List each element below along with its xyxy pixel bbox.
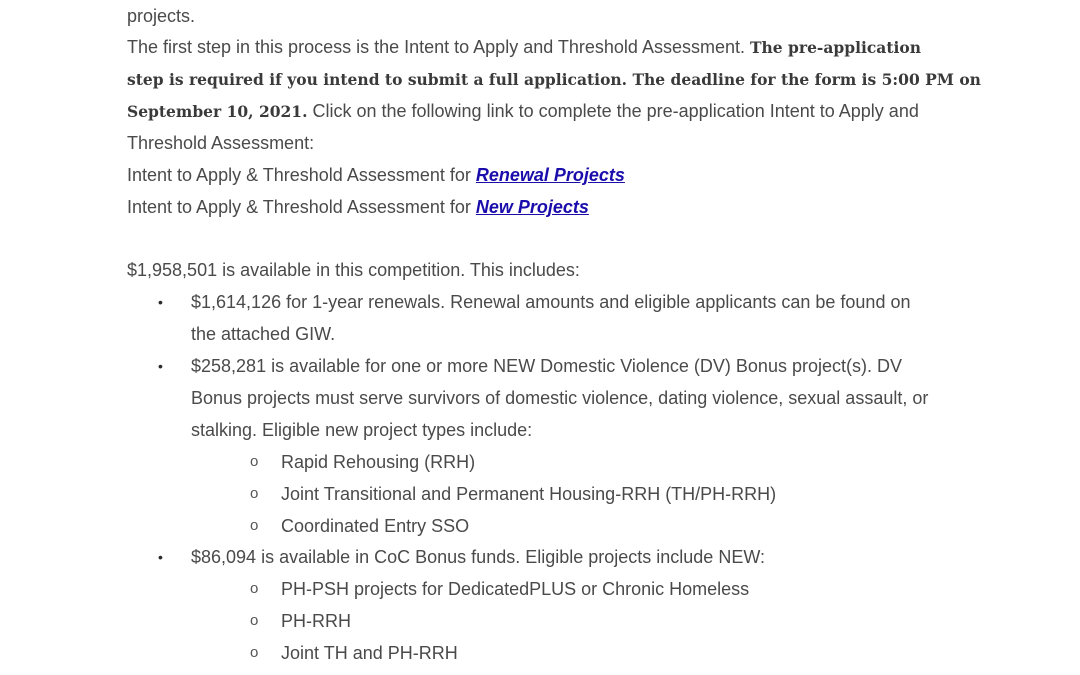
bullet-icon: • <box>158 294 163 310</box>
sub-list-item <box>281 515 469 537</box>
list-item <box>191 323 335 345</box>
list-item-text: stalking. Eligible new project types include: <box>191 420 533 440</box>
renewal-projects-link[interactable]: Renewal Projects <box>475 165 625 185</box>
sub-list-item <box>281 642 458 664</box>
new-link-line <box>127 196 589 218</box>
sub-bullet-icon: o <box>250 612 259 629</box>
renewal-link-line <box>127 164 625 186</box>
intro-line <box>127 100 919 123</box>
intro-line <box>127 5 195 27</box>
intro-text: Click on the following link to complete the pre-application Intent to Apply and <box>307 101 919 121</box>
intro-line <box>127 68 981 91</box>
list-item-text: $86,094 is available in CoC Bonus funds. Eligible projects include NEW: <box>191 547 765 567</box>
sub-list-item-text: PH-PSH projects for DedicatedPLUS or Chronic Homeless <box>281 579 750 599</box>
sub-list-item-text: Rapid Rehousing (RRH) <box>281 452 476 472</box>
list-item-text: $258,281 is available for one or more NEW Domestic Violence (DV) Bonus project(s). DV <box>191 356 902 376</box>
bullet-icon: • <box>158 358 163 374</box>
link-prefix: Intent to Apply & Threshold Assessment for <box>127 197 476 217</box>
intro-line <box>127 36 921 59</box>
new-projects-link[interactable]: New Projects <box>475 197 589 217</box>
intro-text: The first step in this process is the Intent to Apply and Threshold Assessment. <box>127 37 750 57</box>
sub-bullet-icon: o <box>250 485 259 502</box>
sub-list-item-text: Joint Transitional and Permanent Housing-RRH (TH/PH-RRH) <box>281 484 777 504</box>
list-item <box>191 419 532 441</box>
funding-summary-text: $1,958,501 is available in this competition. This includes: <box>127 260 580 280</box>
list-item <box>191 291 910 313</box>
deadline-date: September 10, 2021. <box>127 102 308 121</box>
list-item <box>191 546 765 568</box>
list-item-text: the attached GIW. <box>191 324 336 344</box>
intro-bold-text: The pre-application <box>750 38 921 57</box>
list-item <box>191 387 928 409</box>
bullet-icon: • <box>158 549 163 565</box>
intro-text: projects. <box>127 6 196 26</box>
sub-bullet-icon: o <box>250 644 259 661</box>
funding-summary <box>127 259 580 281</box>
list-item-text: Bonus projects must serve survivors of domestic violence, dating violence, sexual assault, or <box>191 388 929 408</box>
intro-bold-text: step is required if you intend to submit a full application. The deadline for the form is 5:00 PM on <box>127 70 981 89</box>
sub-list-item <box>281 578 749 600</box>
sub-list-item-text: PH-RRH <box>281 611 351 631</box>
sub-bullet-icon: o <box>250 453 259 470</box>
sub-list-item-text: Coordinated Entry SSO <box>281 516 470 536</box>
sub-list-item-text: Joint TH and PH-RRH <box>281 643 458 663</box>
intro-text: Threshold Assessment: <box>127 133 315 153</box>
sub-bullet-icon: o <box>250 517 259 534</box>
sub-list-item <box>281 483 776 505</box>
link-prefix: Intent to Apply & Threshold Assessment for <box>127 165 476 185</box>
sub-list-item <box>281 610 351 632</box>
list-item-text: $1,614,126 for 1-year renewals. Renewal amounts and eligible applicants can be found on <box>191 292 911 312</box>
sub-bullet-icon: o <box>250 580 259 597</box>
intro-line <box>127 132 314 154</box>
list-item <box>191 355 902 377</box>
sub-list-item <box>281 451 475 473</box>
